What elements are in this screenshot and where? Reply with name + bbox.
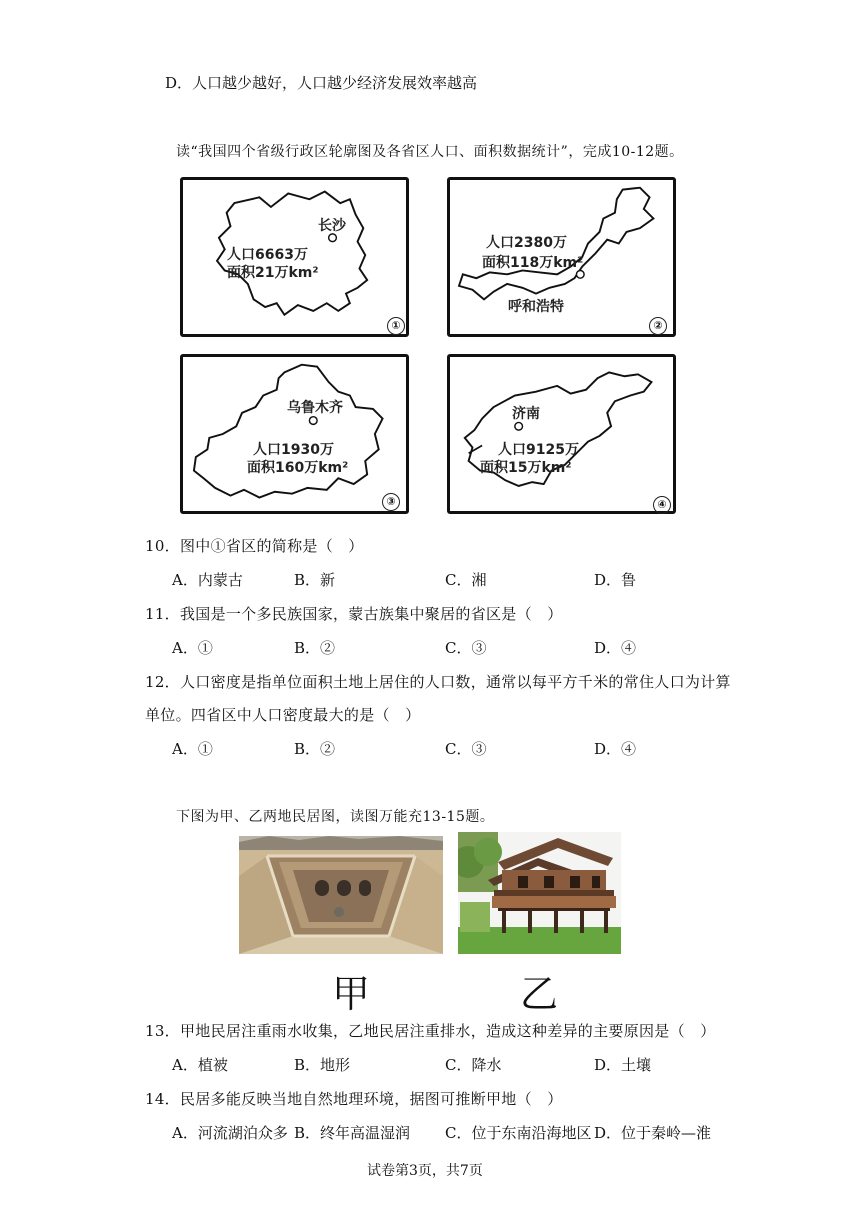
inner-mongolia-city: 呼和浩特 <box>508 299 564 315</box>
page-footer: 试卷第3页，共7页 <box>367 1163 483 1179</box>
q11-option-c[interactable]: C．③ <box>445 639 487 657</box>
q12-stem-line2: 单位。四省区中人口密度最大的是（ ） <box>145 706 421 724</box>
photo-stilt-house <box>458 832 621 954</box>
map-inner-mongolia <box>447 177 676 337</box>
q11-option-b[interactable]: B．② <box>294 639 336 657</box>
xinjiang-population: 人口1930万 <box>253 442 334 458</box>
hunan-population: 人口6663万 <box>227 247 308 263</box>
q10-option-d[interactable]: D．鲁 <box>594 571 637 589</box>
map-number-3: ③ <box>382 493 400 511</box>
q14-stem: 14．民居多能反映当地自然地理环境，据图可推断甲地（ ） <box>145 1090 563 1108</box>
q12-option-d[interactable]: D．④ <box>594 740 637 758</box>
q10-option-a[interactable]: A．内蒙古 <box>172 571 243 589</box>
shandong-area: 面积15万km² <box>480 460 572 476</box>
q14-option-d[interactable]: D．位于秦岭—淮 <box>594 1124 712 1142</box>
q13-stem: 13．甲地民居注重雨水收集，乙地民居注重排水，造成这种差异的主要原因是（ ） <box>145 1022 716 1040</box>
cave-dwelling-image <box>239 836 443 954</box>
q12-option-c[interactable]: C．③ <box>445 740 487 758</box>
q14-option-a[interactable]: A．河流湖泊众多 <box>172 1124 288 1142</box>
photo-cave-dwelling <box>239 836 443 954</box>
map-number-2: ② <box>649 317 667 335</box>
q9-option-d: D．人口越少越好，人口越少经济发展效率越高 <box>165 74 478 92</box>
q10-option-b[interactable]: B．新 <box>294 571 336 589</box>
shandong-population: 人口9125万 <box>498 442 579 458</box>
intro-q13-15: 下图为甲、乙两地民居图，读图万能充13-15题。 <box>176 809 495 825</box>
q12-stem-line1: 12．人口密度是指单位面积土地上居住的人口数，通常以每平方千米的常住人口为计算 <box>145 673 731 691</box>
xinjiang-city: 乌鲁木齐 <box>287 400 343 416</box>
q13-option-b[interactable]: B．地形 <box>294 1056 351 1074</box>
xinjiang-outline-shape <box>183 357 406 511</box>
intro-q10-12: 读“我国四个省级行政区轮廓图及各省区人口、面积数据统计”，完成10-12题。 <box>176 144 684 160</box>
q13-option-c[interactable]: C．降水 <box>445 1056 502 1074</box>
hunan-area: 面积21万km² <box>227 265 319 281</box>
inner-mongolia-area: 面积118万km² <box>482 255 584 271</box>
shandong-outline-shape <box>450 357 673 511</box>
photo-label-jia: 甲 <box>332 972 371 1016</box>
hunan-city: 长沙 <box>318 218 346 234</box>
q11-option-a[interactable]: A．① <box>172 639 213 657</box>
q11-stem: 11．我国是一个多民族国家，蒙古族集中聚居的省区是（ ） <box>145 605 563 623</box>
q12-option-b[interactable]: B．② <box>294 740 336 758</box>
q10-option-c[interactable]: C．湘 <box>445 571 487 589</box>
map-xinjiang <box>180 354 409 514</box>
q11-option-d[interactable]: D．④ <box>594 639 637 657</box>
q12-option-a[interactable]: A．① <box>172 740 213 758</box>
photo-label-yi: 乙 <box>520 972 559 1016</box>
xinjiang-area: 面积160万km² <box>247 460 349 476</box>
q14-option-c[interactable]: C．位于东南沿海地区 <box>445 1124 592 1142</box>
stilt-house-image <box>458 832 621 954</box>
map-number-1: ① <box>387 317 405 335</box>
map-shandong <box>447 354 676 514</box>
map-hunan <box>180 177 409 337</box>
q10-stem: 10．图中①省区的简称是（ ） <box>145 537 364 555</box>
inner-mongolia-population: 人口2380万 <box>486 235 567 251</box>
q13-option-d[interactable]: D．土壤 <box>594 1056 652 1074</box>
q13-option-a[interactable]: A．植被 <box>172 1056 228 1074</box>
map-number-4: ④ <box>653 496 671 514</box>
q14-option-b[interactable]: B．终年高温湿润 <box>294 1124 411 1142</box>
shandong-city: 济南 <box>512 406 540 422</box>
